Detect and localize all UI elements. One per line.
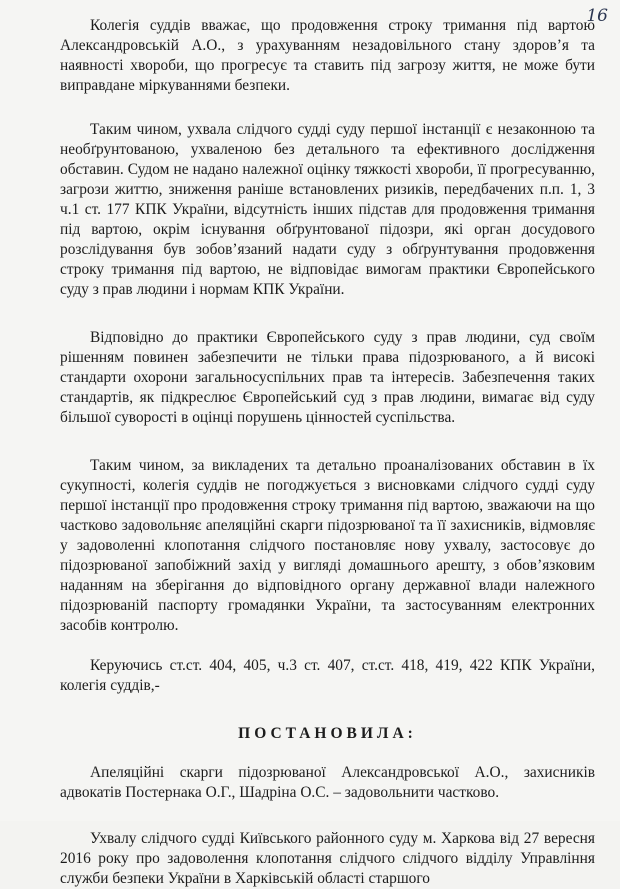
paragraph-guided-by: Керуючись ст.ст. 404, 405, ч.3 ст. 407, ст.ст. 418, 419, 422 КПК України, колегія суддів,- xyxy=(60,657,595,694)
paragraph-appeals-granted: Апеляційні скарги підозрюваної Александровської А.О., захисників адвокатів Постернака О.Г., Шадріна О.С. – задовольнити частково. xyxy=(60,764,595,801)
paragraph-ruling-reference: Ухвалу слідчого судді Київського районного суду м. Харкова від 27 вересня 2016 року про задоволення клопотання слідчого слідчого відділу Управління служби безпеки України в Харківській області старшого xyxy=(60,830,595,887)
document-body xyxy=(60,16,595,889)
page-number: 16 xyxy=(586,6,608,26)
paragraph-conclusion: Таким чином, за викладених та детально проаналізованих обставин в їх сукупності, колегія суддів не погоджується з висновками слідчого судді суду першої інстанції про продовження строку тримання під вартою, зважаючи на що частково задовольняє апеляційні скарги підозрюваної та її захисників, відмовляє у задоволенні клопотання слідчого постановляє нову ухвалу, застосовує до підозрюваної запобіжний захід у вигляді домашнього арешту, з обов’язковим наданням на зберігання до відповідного органу державної влади належного підозрюваній паспорту громадянки України, та застосуванням електронних засобів контролю. xyxy=(60,457,595,634)
decision-heading: ПОСТАНОВИЛА: xyxy=(238,725,417,742)
paragraph-ruling-unlawful: Таким чином, ухвала слідчого судді суду першої інстанції є незаконною та необґрунтованою, ухваленою без детального та ефективного дослідження обставин. Судом не надано належної оцінку тяжкості хвороби, її прогресуванню, загрози життю, зниження раніше встановлених ризиків, передбачених п.п. 1, 3 ч.1 ст. 177 КПК України, відсутність інших підстав для продовження тримання під вартою, окрім існування обґрунтованої підозри, які орган досудового розслідування був зобов’язаний надати суду з обґрунтування продовження строку тримання під вартою, не відповідає вимогам практики Європейського суду з прав людини і нормам КПК України. xyxy=(60,121,595,298)
paragraph-echr-practice: Відповідно до практики Європейського суду з прав людини, суд своїм рішенням повинен забезпечити не тільки права підозрюваного, а й високі стандарти охорони загальносуспільних прав та інтересів. Забезпечення таких стандартів, як підкреслює Європейський суд з прав людини, вимагає від суду більшої суворості в оцінці порушень цінностей суспільства. xyxy=(60,329,595,426)
paragraph-safety-considerations: Колегія суддів вважає, що продовження строку тримання під вартою Александровській А.О., з урахуванням незадовільного стану здоров’я та наявності хвороби, що прогресує та ставить під загрозу життя, не може бути виправдане міркуваннями безпеки. xyxy=(60,17,595,94)
